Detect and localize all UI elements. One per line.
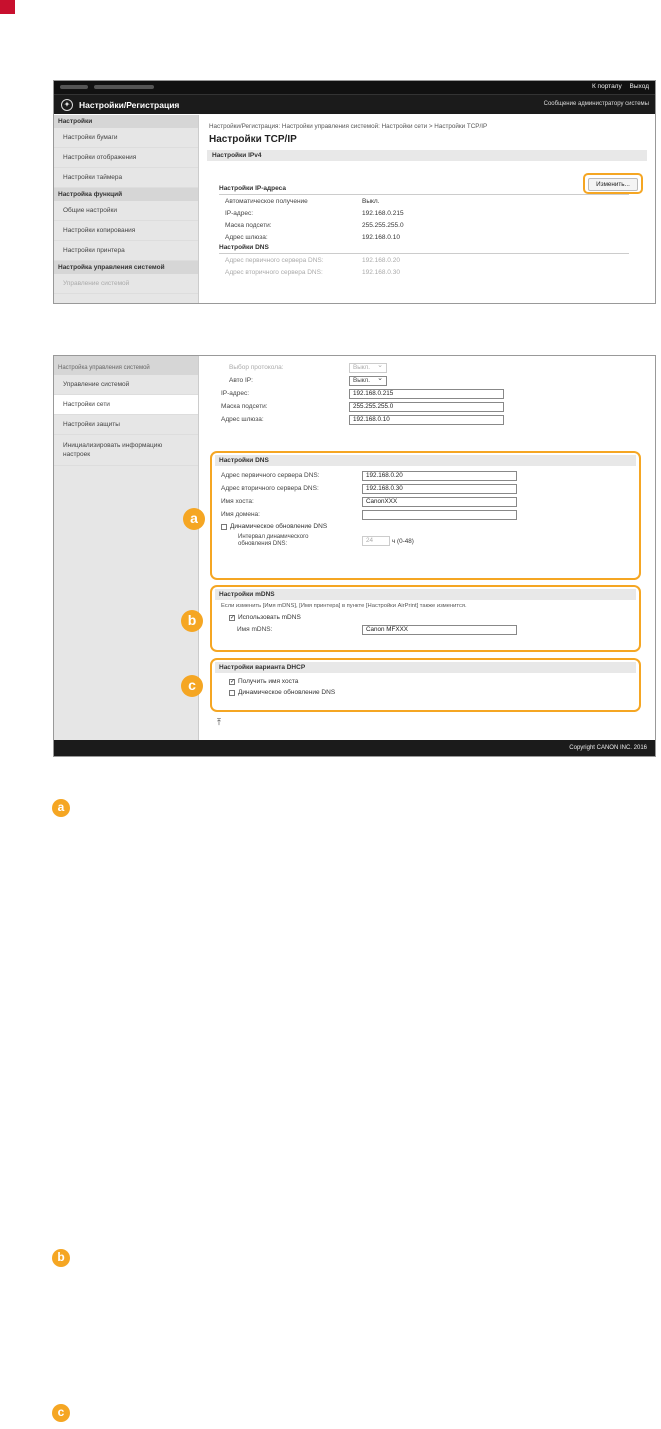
breadcrumb: Настройки/Регистрация: Настройки управления системой: Настройки сети > Настройки TCP/IP (209, 123, 488, 130)
protocol-select[interactable]: Выкл. ⌄ (349, 363, 387, 373)
mdns-name-input[interactable]: Canon MFXXX (362, 625, 517, 635)
badge-c: c (181, 675, 203, 697)
sidebar-item-system[interactable]: Управление системой (54, 274, 198, 294)
back-to-top-icon[interactable]: ⤒ (217, 717, 221, 727)
dhcp-host-label: Получить имя хоста (238, 678, 299, 685)
dns-secondary-label: Адрес вторичного сервера DNS: (221, 485, 319, 492)
dhcp-host-checkbox[interactable]: ✓ (230, 678, 236, 685)
dhcp-group-title: Настройки варианта DHCP (215, 662, 636, 673)
sidebar (54, 115, 199, 304)
mdns-note: Если изменить [Имя mDNS], [Имя принтера] в пункте [Настройки AirPrint] также изменится. (221, 603, 467, 609)
sidebar-item-network[interactable]: Настройки сети (54, 395, 198, 415)
dns-group-title: Настройки DNS (215, 455, 636, 466)
blurred-text (60, 85, 88, 89)
dns-primary-label: Адрес первичного сервера DNS: (221, 472, 320, 479)
sidebar-item-timer[interactable]: Настройки таймера (54, 168, 198, 188)
top-bar (54, 81, 655, 94)
autoip-label: Авто IP: (229, 377, 253, 384)
dns-interval-unit: ч (0-48) (392, 537, 414, 545)
dns-row-value: 192.168.0.30 (362, 268, 400, 276)
mdns-use-label: Использовать mDNS (238, 614, 301, 621)
ip-row (225, 207, 655, 219)
dns-secondary-input[interactable]: 192.168.0.30 (362, 484, 517, 494)
gateway-row (199, 413, 656, 426)
sidebar-item-printer[interactable]: Настройки принтера (54, 241, 198, 261)
settings-logo-icon: ✦ (61, 99, 73, 111)
mdns-name-row (212, 623, 639, 636)
ip-row-value: Выкл. (362, 197, 380, 205)
ip-row (199, 387, 656, 400)
dns-interval-label-2: обновления DNS: (238, 541, 288, 547)
autoip-row (199, 374, 656, 387)
app-header (54, 94, 655, 114)
mask-row (199, 400, 656, 413)
mask-input[interactable]: 255.255.255.0 (349, 402, 504, 412)
dns-interval-input[interactable]: 24 (362, 536, 390, 546)
edit-button-highlight (583, 173, 643, 194)
dhcp-host-row (229, 676, 639, 687)
dns-settings-group (210, 451, 641, 580)
host-input[interactable]: CanonXXX (362, 497, 517, 507)
sidebar-item-general[interactable]: Общие настройки (54, 201, 198, 221)
page-title: Настройки TCP/IP (209, 134, 297, 145)
admin-message-link[interactable]: Сообщение администратору системы (543, 101, 649, 107)
sidebar-item-copy[interactable]: Настройки копирования (54, 221, 198, 241)
ip-row (225, 231, 655, 243)
mdns-use-row (229, 612, 639, 623)
ip-label: IP-адрес: (221, 390, 249, 397)
dhcp-dns-label: Динамическое обновление DNS (238, 689, 336, 696)
dns-primary-input[interactable]: 192.168.0.20 (362, 471, 517, 481)
blurred-text (94, 85, 154, 89)
dns-interval-row (212, 534, 639, 548)
mdns-group-title: Настройки mDNS (215, 589, 636, 600)
screenshot-tcpip-view (53, 80, 656, 304)
dns-row (225, 254, 655, 266)
mdns-use-checkbox[interactable]: ✓ (230, 614, 236, 621)
dns-row (225, 266, 655, 278)
section-marker (0, 0, 15, 14)
legend-badge-a: a (52, 799, 70, 817)
sidebar (54, 356, 199, 742)
sidebar-section: Настройка управления системой (54, 261, 198, 274)
gateway-label: Адрес шлюза: (221, 416, 264, 423)
autoip-select[interactable]: Выкл. ⌄ (349, 376, 387, 386)
dhcp-dns-row (229, 687, 639, 698)
dns-dynamic-label: Динамическое обновление DNS (230, 523, 328, 530)
domain-input[interactable] (362, 510, 517, 520)
sidebar-section: Настройки (54, 115, 198, 128)
ip-row (225, 219, 655, 231)
sidebar-item-init[interactable]: Инициализировать информацию настроек (54, 435, 198, 466)
ip-row (225, 195, 655, 207)
sidebar-item-display[interactable]: Настройки отображения (54, 148, 198, 168)
dns-primary-row (212, 469, 639, 482)
dns-dynamic-row (221, 521, 639, 532)
main-content (199, 115, 655, 304)
ip-row-value: 255.255.255.0 (362, 221, 404, 229)
dhcp-option-group (210, 658, 641, 712)
app-title: Настройки/Регистрация (79, 100, 180, 110)
ip-settings-heading: Настройки IP-адреса (219, 185, 629, 195)
dns-settings-heading: Настройки DNS (219, 244, 629, 254)
badge-a: a (183, 508, 205, 530)
ip-row-label: Адрес шлюза: (225, 233, 268, 241)
dns-row-label: Адрес вторичного сервера DNS: (225, 268, 323, 276)
sidebar-item-security[interactable]: Настройки защиты (54, 415, 198, 435)
sidebar-section: Настройка управления системой (54, 356, 198, 375)
dhcp-dns-checkbox[interactable] (229, 690, 235, 696)
ip-input[interactable]: 192.168.0.215 (349, 389, 504, 399)
footer: Copyright CANON INC. 2016 (54, 740, 655, 756)
dns-row-value: 192.168.0.20 (362, 256, 400, 264)
ipv4-section-bar: Настройки IPv4 (207, 150, 647, 161)
mdns-settings-group (210, 585, 641, 652)
sidebar-section: Настройка функций (54, 188, 198, 201)
dns-dynamic-checkbox[interactable] (221, 524, 227, 530)
ip-row-value: 192.168.0.10 (362, 233, 400, 241)
portal-link[interactable]: К порталу (591, 83, 622, 90)
mdns-name-label: Имя mDNS: (237, 626, 273, 633)
protocol-label: Выбор протокола: (229, 364, 284, 371)
dns-secondary-row (212, 482, 639, 495)
host-label: Имя хоста: (221, 498, 254, 505)
dns-row-label: Адрес первичного сервера DNS: (225, 256, 324, 264)
domain-row (212, 508, 639, 521)
sidebar-item-system[interactable]: Управление системой (54, 375, 198, 395)
screenshot-tcpip-edit (53, 355, 656, 757)
dns-interval-label-1: Интервал динамического (238, 534, 309, 540)
ip-row-label: IP-адрес: (225, 209, 253, 217)
edit-button[interactable]: Изменить... (588, 178, 638, 191)
mask-label: Маска подсети: (221, 403, 268, 410)
logout-link[interactable]: Выход (629, 83, 649, 90)
sidebar-item-paper[interactable]: Настройки бумаги (54, 128, 198, 148)
ip-row-label: Автоматическое получение (225, 197, 308, 205)
ip-row-label: Маска подсети: (225, 221, 272, 229)
ip-row-value: 192.168.0.215 (362, 209, 404, 217)
legend-badge-c: c (52, 1404, 70, 1422)
host-row (212, 495, 639, 508)
domain-label: Имя домена: (221, 511, 260, 518)
gateway-input[interactable]: 192.168.0.10 (349, 415, 504, 425)
legend-badge-b: b (52, 1249, 70, 1267)
badge-b: b (181, 610, 203, 632)
protocol-row (199, 361, 656, 374)
